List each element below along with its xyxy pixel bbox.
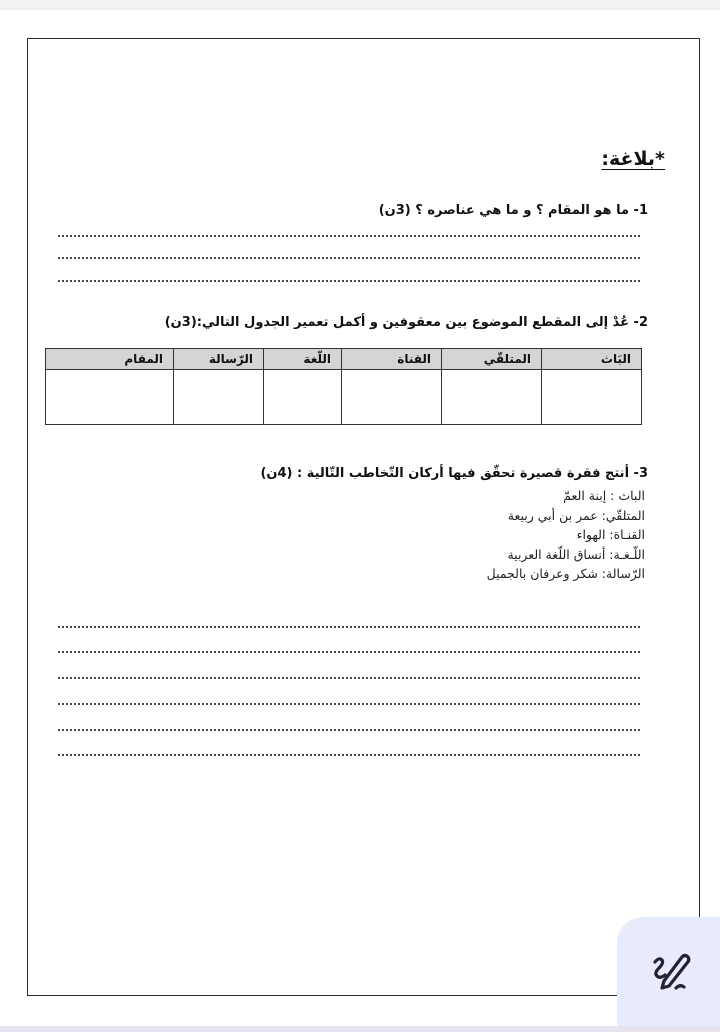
element-receiver: المتلقّي: عمر بن أبي ربيعة	[507, 508, 645, 523]
answer-line	[58, 703, 640, 705]
answer-line	[58, 651, 640, 653]
answer-line	[58, 257, 640, 259]
table-header-channel: القناة	[342, 349, 442, 370]
answer-line	[58, 626, 640, 628]
table-header-context: المقام	[46, 349, 174, 370]
answer-line	[58, 677, 640, 679]
top-strip	[0, 0, 720, 10]
table-header-message: الرّسالة	[174, 349, 264, 370]
table-cell	[264, 370, 342, 425]
answer-line	[58, 729, 640, 731]
element-channel: القنـاة: الهواء	[576, 527, 645, 542]
table-header-receiver: المتلقّي	[442, 349, 542, 370]
table-cell	[442, 370, 542, 425]
edit-button[interactable]	[617, 917, 720, 1026]
table-header-language: اللّغة	[264, 349, 342, 370]
table-cell	[174, 370, 264, 425]
question-2: 2- عُدْ إلى المقطع الموضوع بين معقوفين و أكمل تعمير الجدول التالي:(3ن)	[164, 315, 648, 330]
answer-line	[58, 754, 640, 756]
table-cell	[342, 370, 442, 425]
table-header-sender: البَاث	[542, 349, 642, 370]
table-cell	[542, 370, 642, 425]
answer-line	[58, 235, 640, 237]
answer-line	[58, 280, 640, 282]
edit-pen-icon	[651, 949, 691, 993]
question-1: 1- ما هو المقام ؟ و ما هي عناصره ؟ (3ن)	[378, 203, 648, 218]
element-sender: الباث : إبنة العمّ	[563, 488, 645, 503]
communication-table	[45, 348, 642, 425]
table-cell	[46, 370, 174, 425]
element-message: الرّسالة: شكر وعرفان بالجميل	[486, 566, 645, 581]
element-language: اللّـغـة: أنساق اللّغة العربية	[507, 547, 645, 562]
section-title: *بلاغة:	[601, 148, 665, 170]
bottom-strip	[0, 1026, 720, 1032]
question-3: 3- أنتج فقرة قصيرة تحقّق فيها أركان التّخاطب التّالية : (4ن)	[260, 466, 648, 481]
